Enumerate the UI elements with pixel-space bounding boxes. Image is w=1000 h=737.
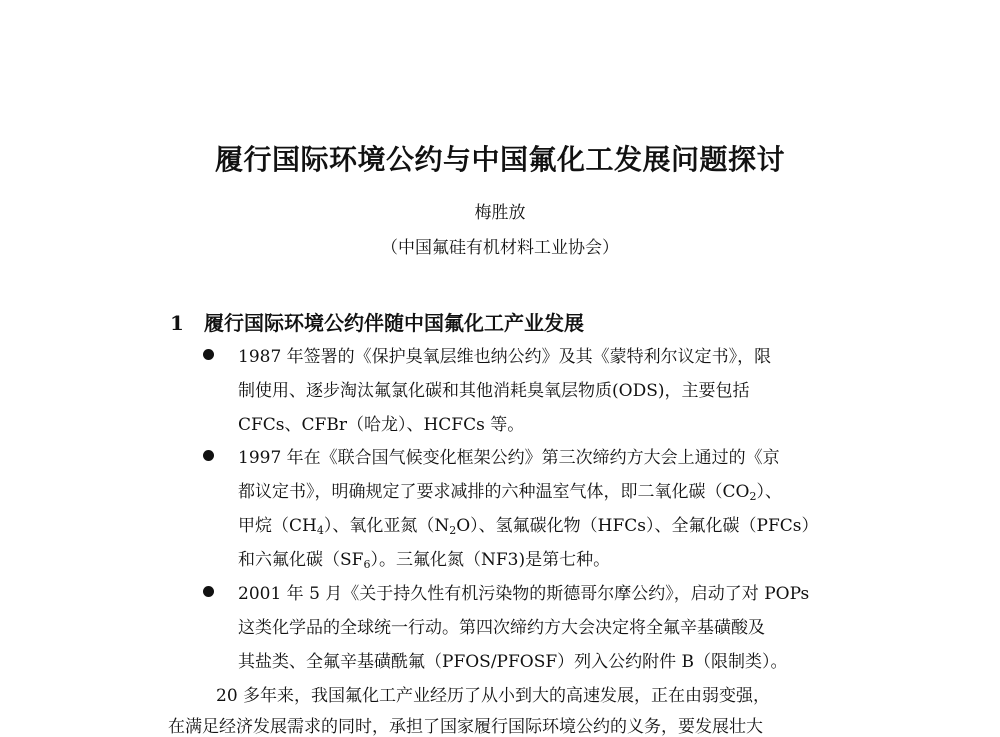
paragraph-line-2: 在满足经济发展需求的同时，承担了国家履行国际环境公约的义务，要发展壮大 bbox=[168, 717, 763, 737]
section-title: 履行国际环境公约伴随中国氟化工产业发展 bbox=[204, 311, 584, 335]
bullet-2-line-1: 1997 年在《联合国气候变化框架公约》第三次缔约方大会上通过的《京 bbox=[238, 448, 780, 468]
author-affiliation: （中国氟硅有机材料工业协会） bbox=[381, 238, 619, 258]
bullet-3-line-3: 其盐类、全氟辛基磺酰氟（PFOS/PFOSF）列入公约附件 B（限制类）。 bbox=[238, 652, 788, 672]
bullet-1-line-2: 制使用、逐步淘汰氟氯化碳和其他消耗臭氧层物质(ODS)，主要包括 bbox=[238, 381, 750, 401]
bullet-1-line-3: CFCs、CFBr（哈龙）、HCFCs 等。 bbox=[238, 415, 525, 435]
bullet-2-line-3: 甲烷$(CH_4)$、氧化亚氮$(N_2O)$、氢氟碳化物（HFCs）、全氟化碳（PFCs） bbox=[238, 516, 819, 537]
bullet-icon bbox=[203, 586, 214, 597]
bullet-2-line-4: 和六氟化碳$(SF_6)$。三氟化氮（NF3)是第七种。 bbox=[238, 550, 611, 571]
bullet-3-line-2: 这类化学品的全球统一行动。第四次缔约方大会决定将全氟辛基磺酸及 bbox=[238, 618, 765, 638]
bullet-2-line-2: 都议定书》，明确规定了要求减排的六种温室气体，即二氧化碳$(CO_2)$、 bbox=[238, 482, 782, 503]
author-name: 梅胜放 bbox=[474, 203, 526, 223]
bullet-icon bbox=[203, 349, 214, 360]
paper-title: 履行国际环境公约与中国氟化工发展问题探讨 bbox=[214, 143, 785, 176]
bullet-3-line-1: 2001 年 5 月《关于持久性有机污染物的斯德哥尔摩公约》，启动了对 POPs bbox=[238, 584, 810, 604]
section-heading bbox=[170, 307, 584, 336]
section-number: 1 bbox=[170, 311, 184, 335]
paragraph-line-1: 20 多年来，我国氟化工产业经历了从小到大的高速发展，正在由弱变强， bbox=[216, 686, 771, 706]
bullet-1-line-1: 1987 年签署的《保护臭氧层维也纳公约》及其《蒙特利尔议定书》，限 bbox=[238, 347, 772, 367]
bullet-icon bbox=[203, 450, 214, 461]
